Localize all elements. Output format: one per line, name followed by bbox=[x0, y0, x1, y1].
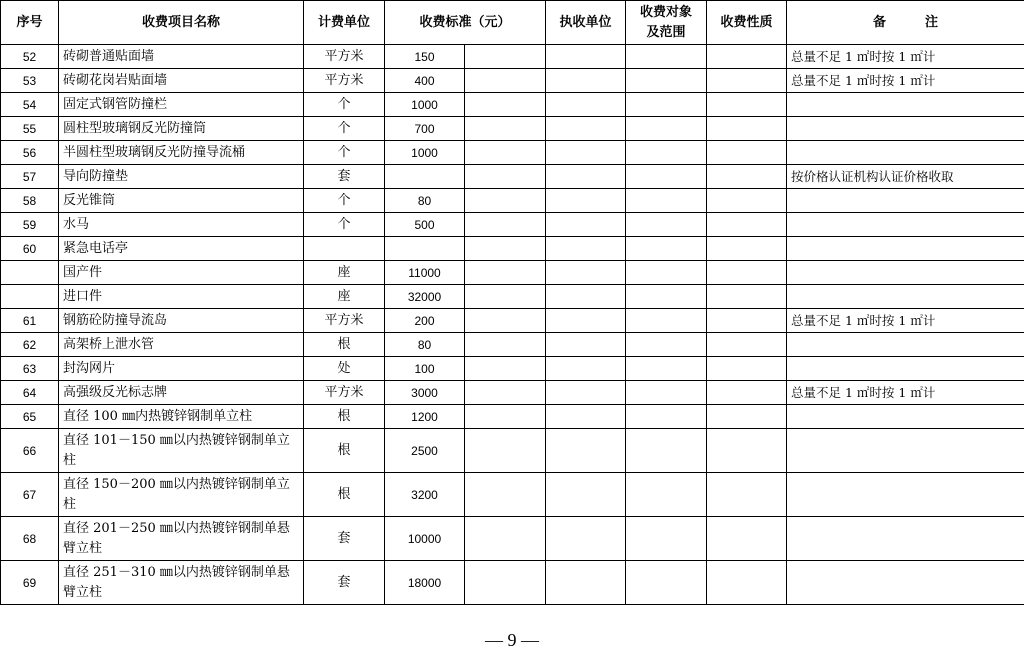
cell-price: 80 bbox=[385, 189, 465, 213]
cell-price-extra bbox=[465, 357, 546, 381]
table-row bbox=[1, 333, 1024, 357]
cell-target bbox=[626, 93, 707, 117]
cell-agency bbox=[546, 69, 626, 93]
cell-target bbox=[626, 237, 707, 261]
cell-unit: 根 bbox=[304, 429, 385, 473]
cell-nature bbox=[707, 357, 787, 381]
cell-agency bbox=[546, 237, 626, 261]
cell-target bbox=[626, 213, 707, 237]
table-row bbox=[1, 213, 1024, 237]
cell-target bbox=[626, 141, 707, 165]
cell-unit bbox=[304, 237, 385, 261]
cell-seq: 52 bbox=[1, 45, 59, 69]
cell-seq bbox=[1, 261, 59, 285]
cell-target bbox=[626, 381, 707, 405]
table-row bbox=[1, 165, 1024, 189]
cell-remark bbox=[787, 285, 1024, 309]
cell-seq: 56 bbox=[1, 141, 59, 165]
cell-name: 砖砌普通贴面墙 bbox=[59, 45, 304, 69]
cell-seq: 54 bbox=[1, 93, 59, 117]
cell-name: 高强级反光标志牌 bbox=[59, 381, 304, 405]
cell-price-extra bbox=[465, 165, 546, 189]
header-agency: 执收单位 bbox=[546, 1, 626, 45]
cell-agency bbox=[546, 405, 626, 429]
header-name: 收费项目名称 bbox=[59, 1, 304, 45]
cell-unit: 根 bbox=[304, 473, 385, 517]
table-row bbox=[1, 45, 1024, 69]
cell-agency bbox=[546, 285, 626, 309]
cell-agency bbox=[546, 165, 626, 189]
cell-agency bbox=[546, 45, 626, 69]
cell-nature bbox=[707, 261, 787, 285]
cell-unit: 套 bbox=[304, 165, 385, 189]
cell-unit: 座 bbox=[304, 285, 385, 309]
cell-name: 直径 201－250 ㎜以内热镀锌钢制单悬臂立柱 bbox=[59, 517, 304, 561]
cell-nature bbox=[707, 117, 787, 141]
cell-remark bbox=[787, 189, 1024, 213]
header-nature: 收费性质 bbox=[707, 1, 787, 45]
cell-remark: 总量不足 1 ㎡时按 1 ㎡计 bbox=[787, 381, 1024, 405]
header-seq: 序号 bbox=[1, 1, 59, 45]
cell-unit: 套 bbox=[304, 561, 385, 605]
cell-nature bbox=[707, 429, 787, 473]
cell-agency bbox=[546, 357, 626, 381]
cell-remark bbox=[787, 333, 1024, 357]
cell-seq: 60 bbox=[1, 237, 59, 261]
cell-agency bbox=[546, 517, 626, 561]
cell-nature bbox=[707, 45, 787, 69]
cell-seq: 64 bbox=[1, 381, 59, 405]
header-row bbox=[1, 1, 1024, 45]
cell-unit: 个 bbox=[304, 213, 385, 237]
cell-target bbox=[626, 69, 707, 93]
cell-remark bbox=[787, 117, 1024, 141]
cell-remark: 总量不足 1 ㎡时按 1 ㎡计 bbox=[787, 69, 1024, 93]
cell-nature bbox=[707, 333, 787, 357]
cell-seq: 55 bbox=[1, 117, 59, 141]
cell-nature bbox=[707, 561, 787, 605]
table-body bbox=[1, 45, 1024, 605]
header-standard: 收费标准（元） bbox=[385, 1, 546, 45]
cell-seq: 65 bbox=[1, 405, 59, 429]
cell-price: 80 bbox=[385, 333, 465, 357]
cell-unit: 平方米 bbox=[304, 69, 385, 93]
cell-target bbox=[626, 405, 707, 429]
cell-price-extra bbox=[465, 213, 546, 237]
cell-name: 紧急电话亭 bbox=[59, 237, 304, 261]
cell-unit: 个 bbox=[304, 189, 385, 213]
cell-name: 砖砌花岗岩贴面墙 bbox=[59, 69, 304, 93]
table-row bbox=[1, 405, 1024, 429]
cell-name: 封沟网片 bbox=[59, 357, 304, 381]
cell-target bbox=[626, 357, 707, 381]
cell-remark bbox=[787, 561, 1024, 605]
cell-unit: 处 bbox=[304, 357, 385, 381]
cell-remark bbox=[787, 357, 1024, 381]
cell-remark bbox=[787, 429, 1024, 473]
cell-price: 1000 bbox=[385, 141, 465, 165]
cell-price-extra bbox=[465, 141, 546, 165]
header-target bbox=[626, 1, 707, 45]
cell-price: 1000 bbox=[385, 93, 465, 117]
cell-nature bbox=[707, 309, 787, 333]
cell-nature bbox=[707, 285, 787, 309]
cell-target bbox=[626, 165, 707, 189]
cell-nature bbox=[707, 189, 787, 213]
cell-price: 100 bbox=[385, 357, 465, 381]
cell-price-extra bbox=[465, 261, 546, 285]
cell-name: 半圆柱型玻璃钢反光防撞导流桶 bbox=[59, 141, 304, 165]
cell-agency bbox=[546, 213, 626, 237]
table-row bbox=[1, 237, 1024, 261]
cell-price-extra bbox=[465, 333, 546, 357]
table-row bbox=[1, 189, 1024, 213]
cell-remark: 总量不足 1 ㎡时按 1 ㎡计 bbox=[787, 309, 1024, 333]
cell-target bbox=[626, 473, 707, 517]
cell-price-extra bbox=[465, 93, 546, 117]
cell-seq: 59 bbox=[1, 213, 59, 237]
cell-price: 10000 bbox=[385, 517, 465, 561]
table-row bbox=[1, 561, 1024, 605]
cell-unit: 个 bbox=[304, 141, 385, 165]
cell-agency bbox=[546, 117, 626, 141]
cell-price: 3200 bbox=[385, 473, 465, 517]
table-row bbox=[1, 69, 1024, 93]
cell-seq: 57 bbox=[1, 165, 59, 189]
cell-unit: 平方米 bbox=[304, 381, 385, 405]
cell-agency bbox=[546, 189, 626, 213]
cell-price: 200 bbox=[385, 309, 465, 333]
cell-nature bbox=[707, 141, 787, 165]
cell-remark bbox=[787, 93, 1024, 117]
cell-target bbox=[626, 189, 707, 213]
cell-agency bbox=[546, 93, 626, 117]
cell-nature bbox=[707, 93, 787, 117]
cell-name: 国产件 bbox=[59, 261, 304, 285]
cell-price: 150 bbox=[385, 45, 465, 69]
cell-price-extra bbox=[465, 429, 546, 473]
cell-seq: 62 bbox=[1, 333, 59, 357]
cell-seq: 58 bbox=[1, 189, 59, 213]
cell-seq: 69 bbox=[1, 561, 59, 605]
cell-price-extra bbox=[465, 189, 546, 213]
cell-price-extra bbox=[465, 117, 546, 141]
cell-nature bbox=[707, 237, 787, 261]
cell-seq: 53 bbox=[1, 69, 59, 93]
table-row bbox=[1, 429, 1024, 473]
cell-price bbox=[385, 165, 465, 189]
cell-price-extra bbox=[465, 561, 546, 605]
cell-agency bbox=[546, 429, 626, 473]
cell-name: 钢筋砼防撞导流岛 bbox=[59, 309, 304, 333]
cell-agency bbox=[546, 141, 626, 165]
cell-unit: 平方米 bbox=[304, 309, 385, 333]
table-row bbox=[1, 517, 1024, 561]
cell-remark bbox=[787, 141, 1024, 165]
cell-price: 500 bbox=[385, 213, 465, 237]
cell-unit: 个 bbox=[304, 93, 385, 117]
cell-seq: 66 bbox=[1, 429, 59, 473]
cell-name: 直径 101－150 ㎜以内热镀锌钢制单立柱 bbox=[59, 429, 304, 473]
cell-target bbox=[626, 285, 707, 309]
table-row bbox=[1, 261, 1024, 285]
cell-nature bbox=[707, 405, 787, 429]
cell-price-extra bbox=[465, 237, 546, 261]
cell-name: 导向防撞垫 bbox=[59, 165, 304, 189]
cell-remark: 按价格认证机构认证价格收取 bbox=[787, 165, 1024, 189]
table-row bbox=[1, 309, 1024, 333]
header-target-line2: 及范围 bbox=[646, 24, 686, 40]
cell-remark: 总量不足 1 ㎡时按 1 ㎡计 bbox=[787, 45, 1024, 69]
cell-nature bbox=[707, 69, 787, 93]
cell-target bbox=[626, 117, 707, 141]
cell-price: 700 bbox=[385, 117, 465, 141]
cell-nature bbox=[707, 213, 787, 237]
table-row bbox=[1, 357, 1024, 381]
cell-target bbox=[626, 517, 707, 561]
cell-remark bbox=[787, 473, 1024, 517]
cell-name: 水马 bbox=[59, 213, 304, 237]
cell-name: 反光锥筒 bbox=[59, 189, 304, 213]
cell-target bbox=[626, 261, 707, 285]
cell-unit: 根 bbox=[304, 333, 385, 357]
cell-price: 400 bbox=[385, 69, 465, 93]
cell-price-extra bbox=[465, 405, 546, 429]
cell-nature bbox=[707, 165, 787, 189]
cell-seq: 63 bbox=[1, 357, 59, 381]
cell-name: 固定式钢管防撞栏 bbox=[59, 93, 304, 117]
cell-unit: 根 bbox=[304, 405, 385, 429]
cell-name: 直径 100 ㎜内热镀锌钢制单立柱 bbox=[59, 405, 304, 429]
cell-agency bbox=[546, 333, 626, 357]
cell-seq: 61 bbox=[1, 309, 59, 333]
cell-nature bbox=[707, 517, 787, 561]
cell-price-extra bbox=[465, 309, 546, 333]
cell-remark bbox=[787, 237, 1024, 261]
cell-price-extra bbox=[465, 285, 546, 309]
cell-name: 圆柱型玻璃钢反光防撞筒 bbox=[59, 117, 304, 141]
cell-agency bbox=[546, 473, 626, 517]
cell-nature bbox=[707, 473, 787, 517]
cell-price-extra bbox=[465, 45, 546, 69]
cell-price-extra bbox=[465, 381, 546, 405]
cell-price-extra bbox=[465, 69, 546, 93]
cell-agency bbox=[546, 309, 626, 333]
table-row bbox=[1, 93, 1024, 117]
cell-target bbox=[626, 333, 707, 357]
cell-remark bbox=[787, 213, 1024, 237]
cell-target bbox=[626, 429, 707, 473]
header-remark: 备 注 bbox=[787, 1, 1024, 45]
cell-seq bbox=[1, 285, 59, 309]
cell-unit: 套 bbox=[304, 517, 385, 561]
cell-price: 2500 bbox=[385, 429, 465, 473]
cell-remark bbox=[787, 517, 1024, 561]
header-target-line1: 收费对象 bbox=[640, 4, 693, 20]
table-row bbox=[1, 141, 1024, 165]
cell-agency bbox=[546, 261, 626, 285]
cell-seq: 67 bbox=[1, 473, 59, 517]
cell-price: 18000 bbox=[385, 561, 465, 605]
cell-price-extra bbox=[465, 473, 546, 517]
page-number: — 9 — bbox=[485, 630, 539, 650]
cell-nature bbox=[707, 381, 787, 405]
cell-name: 进口件 bbox=[59, 285, 304, 309]
cell-name: 直径 251－310 ㎜以内热镀锌钢制单悬臂立柱 bbox=[59, 561, 304, 605]
cell-price: 11000 bbox=[385, 261, 465, 285]
cell-price: 32000 bbox=[385, 285, 465, 309]
cell-price bbox=[385, 237, 465, 261]
cell-price: 3000 bbox=[385, 381, 465, 405]
header-unit: 计费单位 bbox=[304, 1, 385, 45]
cell-agency bbox=[546, 561, 626, 605]
table-row bbox=[1, 381, 1024, 405]
cell-seq: 68 bbox=[1, 517, 59, 561]
cell-remark bbox=[787, 405, 1024, 429]
cell-price: 1200 bbox=[385, 405, 465, 429]
cell-target bbox=[626, 309, 707, 333]
cell-target bbox=[626, 45, 707, 69]
cell-name: 直径 150－200 ㎜以内热镀锌钢制单立柱 bbox=[59, 473, 304, 517]
table-row bbox=[1, 117, 1024, 141]
cell-unit: 平方米 bbox=[304, 45, 385, 69]
cell-target bbox=[626, 561, 707, 605]
cell-unit: 个 bbox=[304, 117, 385, 141]
table-row bbox=[1, 285, 1024, 309]
cell-remark bbox=[787, 261, 1024, 285]
table-row bbox=[1, 473, 1024, 517]
cell-price-extra bbox=[465, 517, 546, 561]
cell-unit: 座 bbox=[304, 261, 385, 285]
cell-agency bbox=[546, 381, 626, 405]
cell-name: 高架桥上泄水管 bbox=[59, 333, 304, 357]
